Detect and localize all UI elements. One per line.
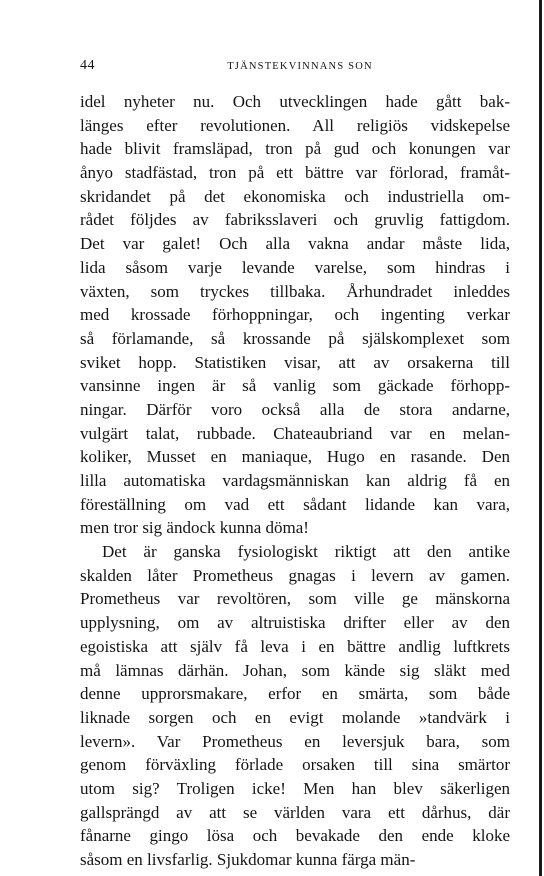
- text-line: levern». Var Prometheus en leversjuk bara, som: [80, 731, 510, 751]
- text-line: må lämnas därhän. Johan, som kände sig släkt med: [80, 660, 510, 680]
- text-line: med krossade förhoppningar, och ingenting verkar: [80, 305, 510, 325]
- text-line: egoistiska att själv få leva i en bättre andlig luftkrets: [80, 636, 510, 656]
- text-line: länges efter revolutionen. All religiös vidskepelse: [80, 115, 510, 135]
- text-line: gallsprängd av att se världen vara ett dårhus, där: [80, 802, 510, 822]
- text-line: skridandet på det ekonomiska och industriella om-: [80, 186, 510, 206]
- text-line: Prometheus var revoltören, som ville ge mänskorna: [80, 589, 510, 609]
- text-line: Det är ganska fysiologiskt riktigt att den antike: [102, 542, 510, 562]
- page-edge-shadow: [539, 0, 542, 876]
- text-line: så förlamande, så krossande på själskomplexet som: [80, 328, 510, 348]
- body-text: [80, 90, 510, 872]
- text-line: fånarne gingo lösa och bevakade den ende kloke: [80, 826, 510, 846]
- text-line: lilla automatiska vardagsmänniskan kan aldrig få en: [80, 471, 510, 490]
- text-line: genom förväxling förlade orsaken till sina smärtor: [80, 755, 510, 775]
- page-header: [80, 58, 510, 78]
- text-line: ningar. Därför voro också alla de stora andarne,: [80, 399, 510, 419]
- text-line: hade blivit framsläpad, tron på gud och konungen var: [80, 139, 510, 159]
- text-line: men tror sig ändock kunna döma!: [80, 518, 309, 538]
- text-line: vansinne ingen är så vanlig som gäckade förhopp-: [80, 376, 510, 396]
- text-line: utom sig? Troligen icke! Men han blev säkerligen: [80, 778, 510, 798]
- text-line: vulgärt talat, rubbade. Chateaubriand var en melan-: [80, 423, 510, 443]
- text-line: växten, som tryckes tillbaka. Århundradet inleddes: [80, 281, 510, 301]
- text-line: idel nyheter nu. Och utvecklingen hade gått bak-: [80, 92, 510, 111]
- text-line: upplysning, om av altruistiska drifter eller av den: [80, 613, 510, 633]
- running-title: TJÄNSTEKVINNANS SON: [227, 61, 373, 72]
- text-line: koliker, Musset en maniaque, Hugo en rasande. Den: [80, 447, 510, 467]
- text-line: såsom en livsfarlig. Sjukdomar kunna färga män-: [80, 850, 416, 869]
- page-number: 44: [80, 58, 95, 73]
- text-line: rådet följdes av fabriksslaveri och gruvlig fattigdom.: [80, 210, 510, 230]
- text-line: Det var galet! Och alla vakna andar måste lida,: [80, 234, 510, 254]
- text-line: skalden låter Prometheus gnagas i levern av gamen.: [80, 565, 510, 585]
- text-line: denne upprorsmakare, erfor en smärta, som både: [80, 684, 510, 704]
- text-line: lida såsom varje levande varelse, som hindras i: [80, 257, 510, 277]
- text-line: liknade sorgen och en evigt molande »tandvärk i: [80, 707, 510, 727]
- text-line: föreställning om vad ett sådant lidande kan vara,: [80, 494, 510, 514]
- text-line: sviket hopp. Statistiken visar, att av orsakerna till: [80, 352, 510, 372]
- text-line: ånyo stadfästad, tron på ett bättre var förlorad, framåt-: [80, 163, 510, 183]
